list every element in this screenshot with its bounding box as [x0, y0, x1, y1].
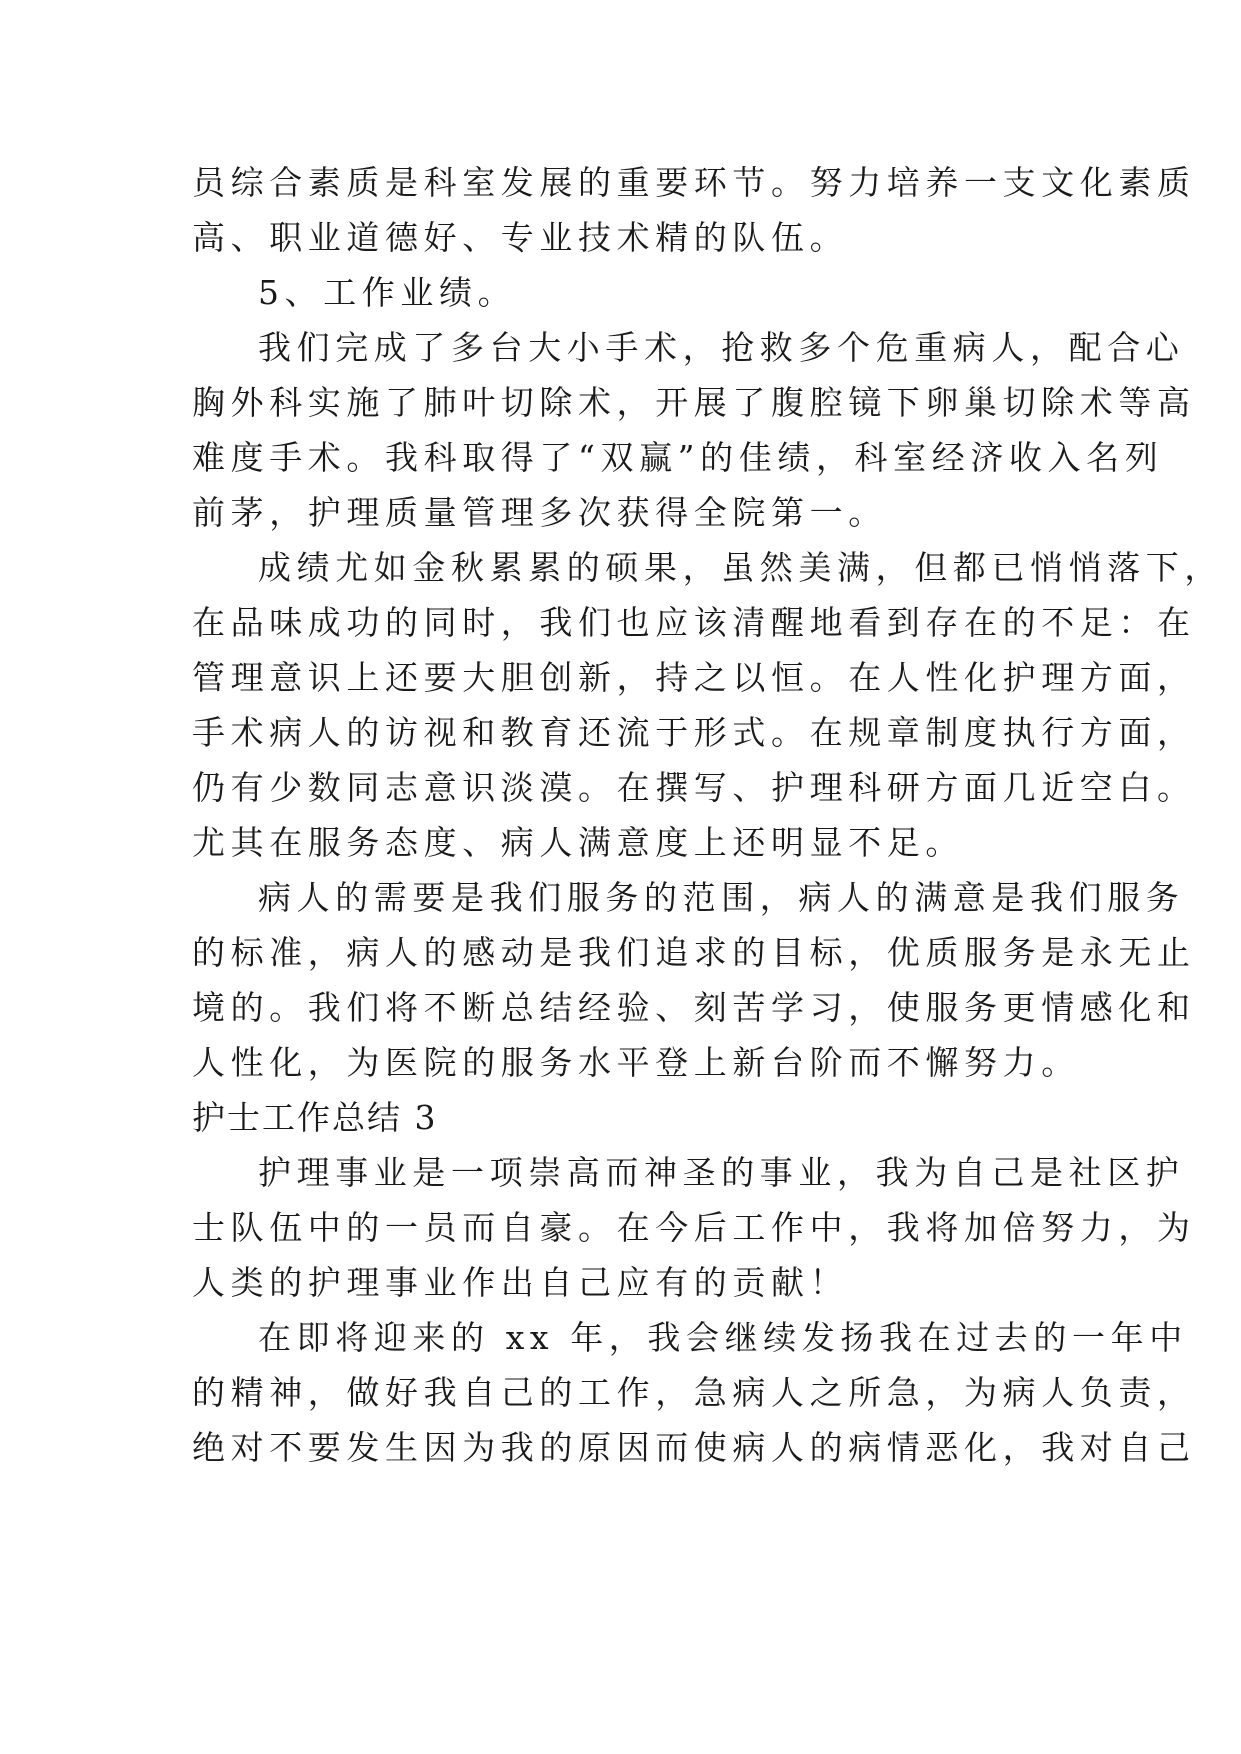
text-line: 士队伍中的一员而自豪。在今后工作中，我将加倍努力，为 [192, 1208, 1196, 1247]
text-line: 管理意识上还要大胆创新，持之以恒。在人性化护理方面， [192, 658, 1196, 697]
text-line: 病人的需要是我们服务的范围，病人的满意是我们服务 [258, 878, 1185, 917]
text-line: 前茅，护理质量管理多次获得全院第一。 [192, 493, 887, 532]
text-line: 的精神，做好我自己的工作，急病人之所急，为病人负责， [192, 1373, 1196, 1412]
text-line: 人类的护理事业作出自己应有的贡献！ [192, 1263, 849, 1302]
text-line: 胸外科实施了肺叶切除术，开展了腹腔镜下卵巢切除术等高 [192, 383, 1196, 422]
text-line: 手术病人的访视和教育还流于形式。在规章制度执行方面， [192, 713, 1196, 752]
document-heading: 护士工作总结 3 [192, 1098, 438, 1137]
text-line: 绝对不要发生因为我的原因而使病人的病情恶化，我对自己 [192, 1428, 1196, 1467]
text-line: 的标准，病人的感动是我们追求的目标，优质服务是永无止 [192, 933, 1196, 972]
text-line: 护理事业是一项崇高而神圣的事业，我为自己是社区护 [258, 1153, 1185, 1192]
text-line: 难度手术。我科取得了“双赢”的佳绩，科室经济收入名列 [192, 438, 1164, 477]
section-heading: 5、工作业绩。 [258, 273, 517, 312]
text-line: 高、职业道德好、专业技术精的队伍。 [192, 218, 849, 257]
text-line: 我们完成了多台大小手术，抢救多个危重病人，配合心 [258, 328, 1185, 367]
text-line: 员综合素质是科室发展的重要环节。努力培养一支文化素质 [192, 163, 1196, 202]
text-line: 境的。我们将不断总结经验、刻苦学习，使服务更情感化和 [192, 988, 1196, 1027]
document-page [192, 155, 1223, 1475]
text-line: 成绩尤如金秋累累的硕果，虽然美满，但都已悄悄落下， [258, 548, 1223, 587]
text-line: 在即将迎来的 xx 年，我会继续发扬我在过去的一年中 [258, 1318, 1188, 1357]
text-line: 仍有少数同志意识淡漠。在撰写、护理科研方面几近空白。 [192, 768, 1196, 807]
text-line: 在品味成功的同时，我们也应该清醒地看到存在的不足：在 [192, 603, 1196, 642]
text-line: 尤其在服务态度、病人满意度上还明显不足。 [192, 823, 964, 862]
text-line: 人性化，为医院的服务水平登上新台阶而不懈努力。 [192, 1043, 1080, 1082]
